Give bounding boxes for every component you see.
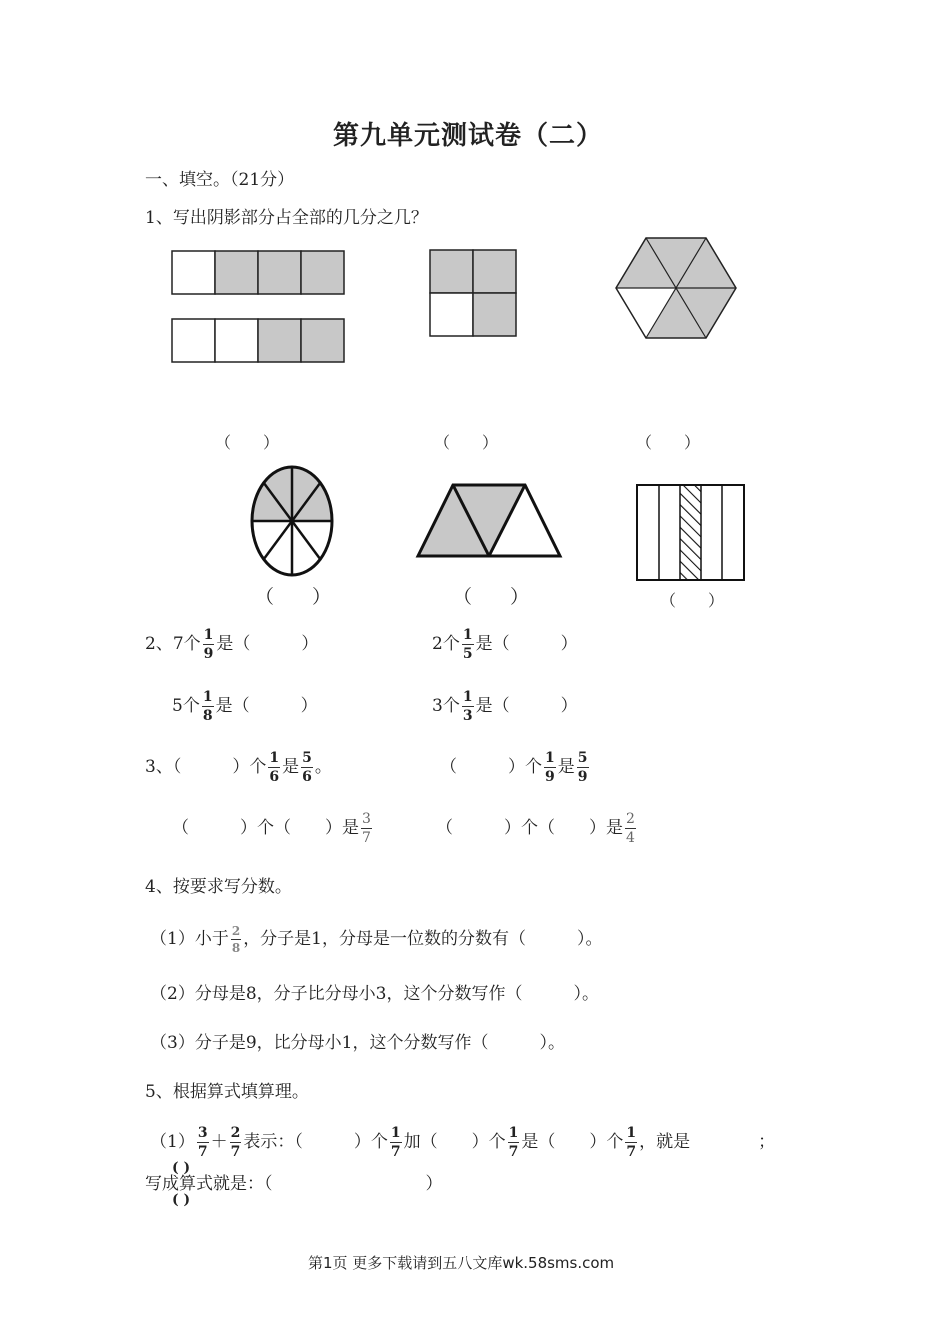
answer-blank-2[interactable]: （ ） xyxy=(434,433,499,452)
figure-ellipse xyxy=(249,465,335,577)
question-1: 1、写出阴影部分占全部的几分之几？ xyxy=(145,208,428,228)
figure-square-grid xyxy=(429,249,519,339)
question-3-row-2b: （ ）个（ ）是 $\frac{2}{4}$ xyxy=(436,811,635,846)
question-4-line-2: （2）分母是8，分子比分母小3，这个分数写作（ ）。 xyxy=(150,984,599,1004)
answer-blank-3[interactable]: （ ） xyxy=(636,433,701,452)
answer-blank-4[interactable]: （ ） xyxy=(255,586,332,608)
question-5-title: 5、根据算式填算理。 xyxy=(145,1082,309,1102)
page-title: 第九单元测试卷（二） xyxy=(333,121,604,151)
page-footer: 第1页 更多下载请到五八文库wk.58sms.com xyxy=(308,1254,615,1272)
question-2-row-1: 2、7个 $\frac{1}{9}$ 是（ ） xyxy=(145,627,319,662)
fraction: $\frac{2}{7}$ xyxy=(230,1125,241,1160)
fraction: $\frac{2}{8}$ xyxy=(231,924,241,955)
fraction: $\frac{3}{7}$ xyxy=(362,811,371,846)
question-2-row-2: 5个 $\frac{1}{8}$ 是（ ） xyxy=(172,689,318,724)
stray-paren-1: ( ) xyxy=(172,1160,191,1176)
question-4-line-1: （1）小于 $\frac{2}{8}$ ，分子是1，分母是一位数的分数有（ ）。 xyxy=(150,924,603,955)
fraction: $\frac{1}{3}$ xyxy=(462,689,473,724)
question-4-title: 4、按要求写分数。 xyxy=(145,877,292,897)
figure-stripes xyxy=(636,484,748,584)
fraction: $\frac{5}{6}$ xyxy=(302,750,312,785)
answer-blank-1[interactable]: （ ） xyxy=(215,433,280,452)
question-4-line-3: （3）分子是9，比分母小1，这个分数写作（ ）。 xyxy=(150,1033,565,1053)
fraction: $\frac{1}{7}$ xyxy=(508,1125,519,1160)
fraction: $\frac{1}{9}$ xyxy=(203,627,214,662)
question-2-row-1b: 2个 $\frac{1}{5}$ 是（ ） xyxy=(432,627,578,662)
fraction: $\frac{3}{7}$ xyxy=(197,1125,208,1160)
figure-trapezoid xyxy=(415,482,563,560)
fraction: $\frac{1}{5}$ xyxy=(462,627,473,662)
question-3-row-2: （ ）个（ ）是 $\frac{3}{7}$ xyxy=(172,811,371,846)
fraction: $\frac{1}{7}$ xyxy=(390,1125,401,1160)
figure-hexagon xyxy=(614,236,738,340)
fraction: $\frac{2}{4}$ xyxy=(626,811,635,846)
figure-rect-strip-2 xyxy=(171,318,347,364)
answer-blank-5[interactable]: （ ） xyxy=(453,586,530,608)
question-5-line-1: （1） $\frac{3}{7}$ ＋ $\frac{2}{7}$ 表示：（ ）个 $\frac{1}{7}$ 加（ ）个 $\frac{1}{7}$ 是（ ）个 $\frac{1}{7}$ ，就是 ； xyxy=(150,1125,776,1160)
answer-blank-6[interactable]: （ ） xyxy=(660,591,725,610)
fraction: $\frac{1}{9}$ xyxy=(545,750,555,785)
question-3-row-1: 3、（ ）个 $\frac{1}{6}$ 是 $\frac{5}{6}$ 。 xyxy=(145,750,332,785)
section-heading: 一、填空。（21分） xyxy=(145,170,295,190)
fraction: $\frac{1}{6}$ xyxy=(269,750,280,785)
fraction: $\frac{5}{9}$ xyxy=(577,750,588,785)
fraction: $\frac{1}{7}$ xyxy=(626,1125,637,1160)
question-5-line-2: 写成算式就是：（ ） xyxy=(145,1174,443,1194)
stray-paren-2: ( ) xyxy=(172,1192,191,1208)
question-2-row-2b: 3个 $\frac{1}{3}$ 是（ ） xyxy=(432,689,578,724)
question-3-row-1b: （ ）个 $\frac{1}{9}$ 是 $\frac{5}{9}$ xyxy=(440,750,588,785)
figure-rect-strip-1 xyxy=(171,250,347,296)
fraction: $\frac{1}{8}$ xyxy=(202,689,213,724)
